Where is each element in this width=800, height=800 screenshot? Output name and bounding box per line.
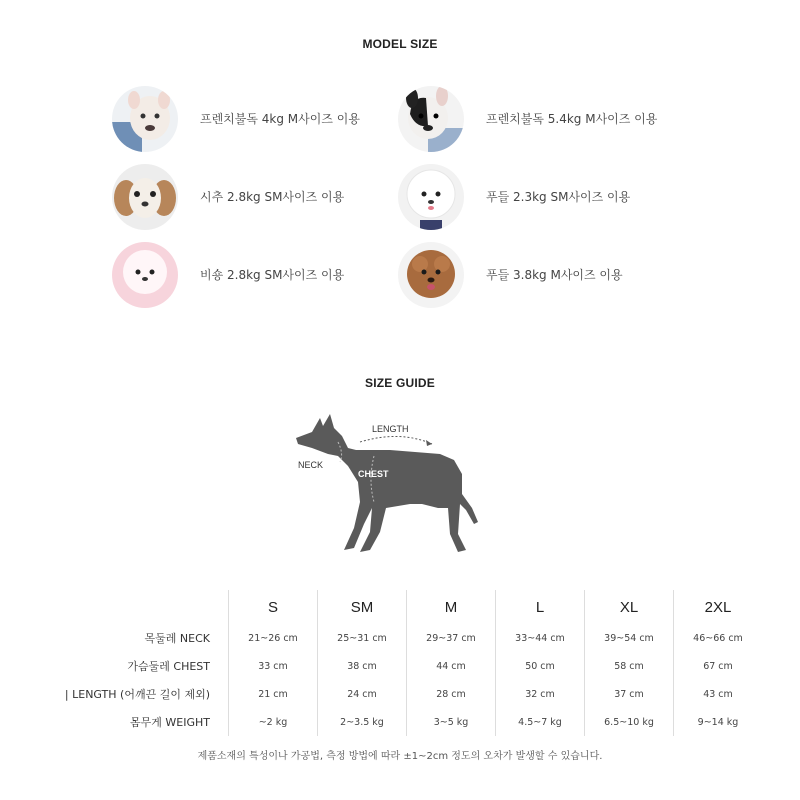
cell: 28 cm bbox=[407, 680, 496, 708]
model-label: 푸들 3.8kg M사이즈 이용 bbox=[486, 268, 623, 282]
cell: 39~54 cm bbox=[585, 624, 674, 652]
model-item bbox=[112, 164, 412, 232]
size-header: SM bbox=[318, 590, 407, 624]
cell: 21 cm bbox=[229, 680, 318, 708]
cell: 33~44 cm bbox=[496, 624, 585, 652]
size-header: S bbox=[229, 590, 318, 624]
length-arrow bbox=[360, 436, 432, 444]
neck-label: NECK bbox=[298, 460, 324, 470]
bichon-photo bbox=[112, 242, 178, 308]
cell: 50 cm bbox=[496, 652, 585, 680]
size-table bbox=[40, 590, 762, 736]
cell: 2~3.5 kg bbox=[318, 708, 407, 736]
size-header-row bbox=[40, 590, 762, 624]
cell: 67 cm bbox=[674, 652, 763, 680]
model-item bbox=[112, 242, 412, 310]
dog-measurement-diagram bbox=[290, 404, 490, 564]
row-label: 몸무게 WEIGHT bbox=[130, 716, 210, 729]
model-size-title: MODEL SIZE bbox=[362, 37, 438, 51]
cell: 25~31 cm bbox=[318, 624, 407, 652]
dog-silhouette bbox=[296, 414, 478, 552]
cell: 44 cm bbox=[407, 652, 496, 680]
model-label: 푸들 2.3kg SM사이즈 이용 bbox=[486, 190, 631, 204]
row-label: 가슴둘레 CHEST bbox=[127, 660, 210, 673]
table-row bbox=[40, 652, 762, 680]
cell: 6.5~10 kg bbox=[585, 708, 674, 736]
header-blank bbox=[40, 590, 229, 624]
model-item bbox=[398, 242, 698, 310]
shih-tzu-photo bbox=[112, 164, 178, 230]
model-label: 시추 2.8kg SM사이즈 이용 bbox=[200, 190, 345, 204]
brown-poodle-photo bbox=[398, 242, 464, 308]
size-header: L bbox=[496, 590, 585, 624]
model-item bbox=[112, 86, 412, 154]
size-header: M bbox=[407, 590, 496, 624]
size-guide-title: SIZE GUIDE bbox=[364, 376, 435, 390]
table-row bbox=[40, 680, 762, 708]
cell: 37 cm bbox=[585, 680, 674, 708]
cell: 58 cm bbox=[585, 652, 674, 680]
row-label: | LENGTH (어깨끈 길이 제외) bbox=[64, 688, 210, 701]
table-row bbox=[40, 708, 762, 736]
chest-label: CHEST bbox=[358, 469, 389, 479]
cell: 24 cm bbox=[318, 680, 407, 708]
white-french-bulldog-photo bbox=[112, 86, 178, 152]
cell: 4.5~7 kg bbox=[496, 708, 585, 736]
white-poodle-photo bbox=[398, 164, 464, 230]
cell: 33 cm bbox=[229, 652, 318, 680]
row-label: 목둘레 NECK bbox=[144, 632, 210, 645]
table-row bbox=[40, 624, 762, 652]
cell: ~2 kg bbox=[229, 708, 318, 736]
model-label: 비숑 2.8kg SM사이즈 이용 bbox=[200, 268, 345, 282]
cell: 9~14 kg bbox=[674, 708, 763, 736]
cell: 21~26 cm bbox=[229, 624, 318, 652]
size-header: XL bbox=[585, 590, 674, 624]
cell: 3~5 kg bbox=[407, 708, 496, 736]
size-header: 2XL bbox=[674, 590, 763, 624]
model-item bbox=[398, 164, 698, 232]
cell: 38 cm bbox=[318, 652, 407, 680]
model-label: 프렌치불독 5.4kg M사이즈 이용 bbox=[486, 112, 658, 126]
measurement-note: 제품소재의 특성이나 가공법, 측정 방법에 따라 ±1~2cm 정도의 오차가 발생할 수 있습니다. bbox=[197, 751, 603, 762]
cell: 43 cm bbox=[674, 680, 763, 708]
pied-french-bulldog-photo bbox=[398, 86, 464, 152]
cell: 46~66 cm bbox=[674, 624, 763, 652]
cell: 29~37 cm bbox=[407, 624, 496, 652]
model-item bbox=[398, 86, 698, 154]
cell: 32 cm bbox=[496, 680, 585, 708]
model-label: 프렌치불독 4kg M사이즈 이용 bbox=[200, 112, 360, 126]
length-label: LENGTH bbox=[372, 424, 409, 434]
